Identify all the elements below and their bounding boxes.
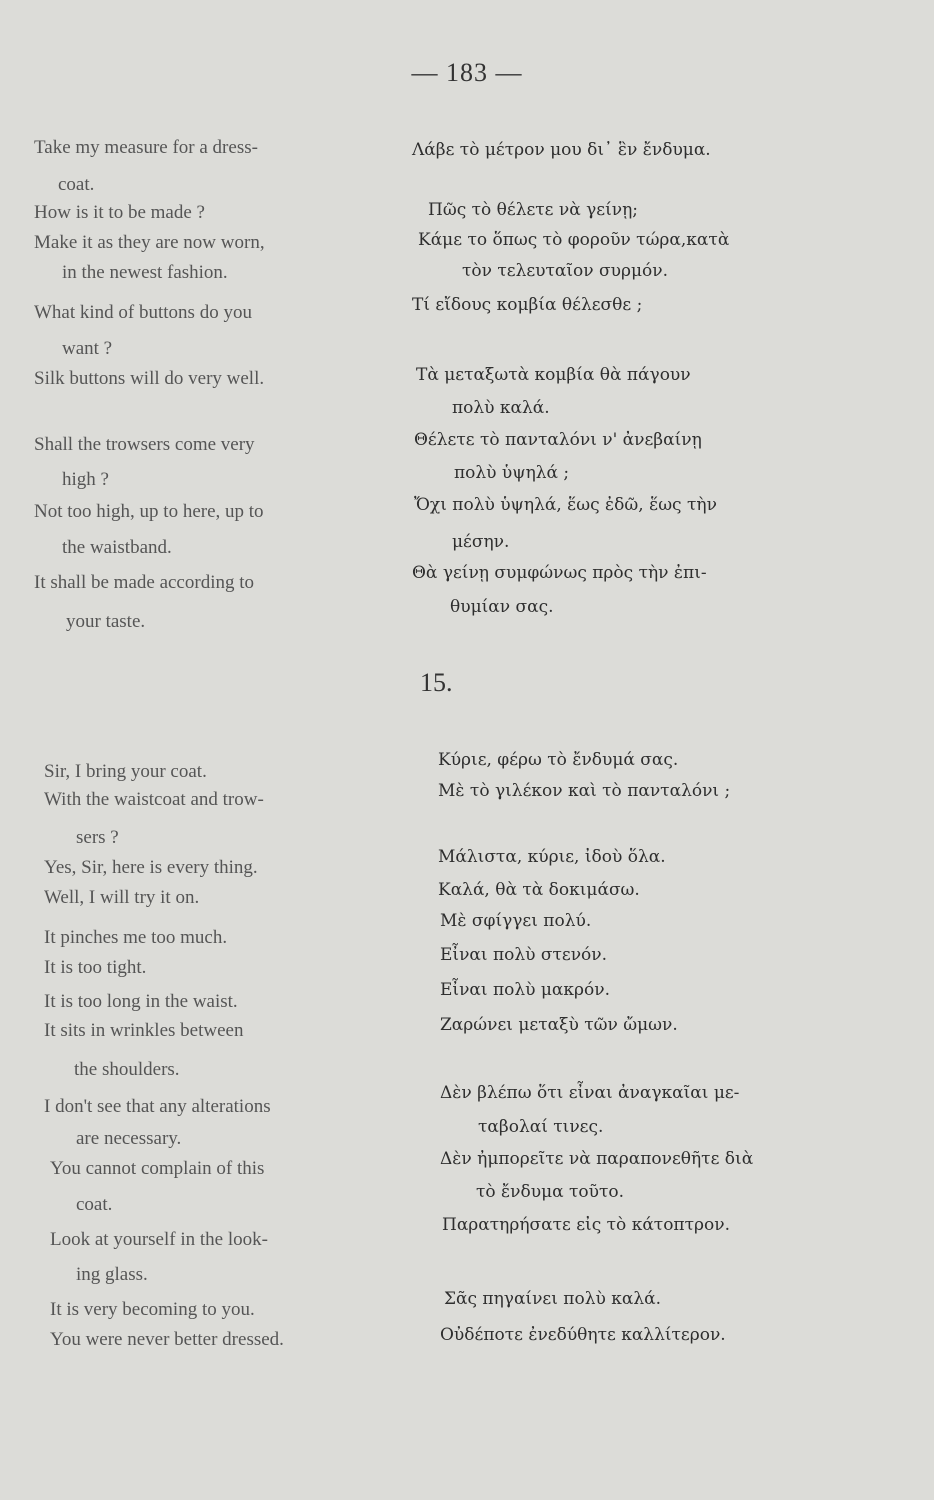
greek-line: Μὲ τὸ γιλέκον καὶ τὸ πανταλόνι ; — [438, 781, 731, 801]
english-line: It sits in wrinkles between — [44, 1020, 244, 1041]
english-line: Yes, Sir, here is every thing. — [44, 857, 258, 878]
english-line: I don't see that any alterations — [44, 1096, 271, 1117]
greek-line: Τί εἴδους κομβία θέλεσθε ; — [412, 295, 643, 315]
english-line: You were never better dressed. — [50, 1329, 284, 1350]
greek-line: Παρατηρήσατε εἰς τὸ κάτοπτρον. — [442, 1215, 730, 1235]
greek-line: Εἶναι πολὺ μακρόν. — [440, 980, 610, 1000]
english-line: Make it as they are now worn, — [34, 232, 265, 253]
english-line: coat. — [58, 174, 95, 195]
english-line: It is too tight. — [44, 957, 147, 978]
english-line: Well, I will try it on. — [44, 887, 200, 908]
greek-line: Θὰ γείνῃ συμφώνως πρὸς τὴν ἐπι- — [412, 563, 707, 583]
english-line: You cannot complain of this — [50, 1158, 265, 1179]
greek-line: θυμίαν σας. — [450, 597, 554, 617]
english-line: are necessary. — [76, 1128, 182, 1149]
greek-line: Δὲν βλέπω ὅτι εἶναι ἀναγκαῖαι με- — [440, 1083, 740, 1103]
english-line: It pinches me too much. — [44, 927, 228, 948]
english-line: Look at yourself in the look- — [50, 1229, 268, 1250]
greek-line: πολὺ καλά. — [452, 398, 550, 418]
greek-line: Ὄχι πολὺ ὑψηλά, ἕως ἐδῶ, ἕως τὴν — [414, 495, 717, 515]
greek-line: τὸ ἔνδυμα τοῦτο. — [476, 1182, 625, 1202]
english-line: in the newest fashion. — [62, 262, 228, 283]
english-line: coat. — [76, 1194, 113, 1215]
greek-line: Κύριε, φέρω τὸ ἔνδυμά σας. — [438, 750, 679, 770]
greek-line: ταβολαί τινες. — [478, 1117, 604, 1137]
english-line: It is very becoming to you. — [50, 1299, 255, 1320]
greek-line: Λάβε τὸ μέτρον μου δι᾿ ἓν ἔνδυμα. — [412, 140, 711, 160]
greek-line: Οὐδέποτε ἐνεδύθητε καλλίτερον. — [440, 1325, 726, 1345]
english-line: want ? — [62, 338, 113, 359]
english-line: ing glass. — [76, 1264, 148, 1285]
english-line: sers ? — [76, 827, 119, 848]
english-line: your taste. — [66, 611, 146, 632]
english-line: What kind of buttons do you — [34, 302, 252, 323]
english-line: How is it to be made ? — [34, 202, 205, 223]
greek-line: Καλά, θὰ τὰ δοκιμάσω. — [438, 880, 640, 900]
english-line: Silk buttons will do very well. — [34, 368, 265, 389]
greek-line: Δὲν ἠμπορεῖτε νὰ παραπονεθῆτε διὰ — [440, 1149, 754, 1169]
english-line: high ? — [62, 469, 109, 490]
english-line: the waistband. — [62, 537, 172, 558]
greek-line: Κάμε το ὅπως τὸ φοροῦν τώρα,κατὰ — [418, 230, 730, 250]
english-line: It is too long in the waist. — [44, 991, 238, 1012]
greek-line: Μάλιστα, κύριε, ἰδοὺ ὅλα. — [438, 847, 666, 867]
english-line: Shall the trowsers come very — [34, 434, 255, 455]
greek-line: τὸν τελευταῖον συρμόν. — [462, 261, 668, 281]
greek-line: πολὺ ὑψηλά ; — [454, 463, 570, 483]
english-line: the shoulders. — [74, 1059, 180, 1080]
english-line: Take my measure for a dress- — [34, 137, 258, 158]
greek-line: Ζαρώνει μεταξὺ τῶν ὤμων. — [440, 1015, 678, 1035]
greek-line: Σᾶς πηγαίνει πολὺ καλά. — [444, 1289, 661, 1309]
page-number: — 183 — — [411, 58, 523, 87]
english-line: Sir, I bring your coat. — [44, 761, 207, 782]
greek-line: Εἶναι πολὺ στενόν. — [440, 945, 608, 965]
english-line: With the waistcoat and trow- — [44, 789, 264, 810]
english-line: It shall be made according to — [34, 572, 255, 593]
greek-line: Μὲ σφίγγει πολύ. — [440, 911, 592, 931]
greek-line: Τὰ μεταξωτὰ κομβία θὰ πάγουν — [416, 365, 691, 385]
greek-line: μέσην. — [452, 532, 510, 552]
greek-line: Θέλετε τὸ πανταλόνι ν' ἀνεβαίνῃ — [414, 430, 702, 450]
greek-line: Πῶς τὸ θέλετε νὰ γείνῃ; — [428, 200, 638, 220]
english-line: Not too high, up to here, up to — [34, 501, 264, 522]
section-number: 15. — [420, 668, 453, 697]
